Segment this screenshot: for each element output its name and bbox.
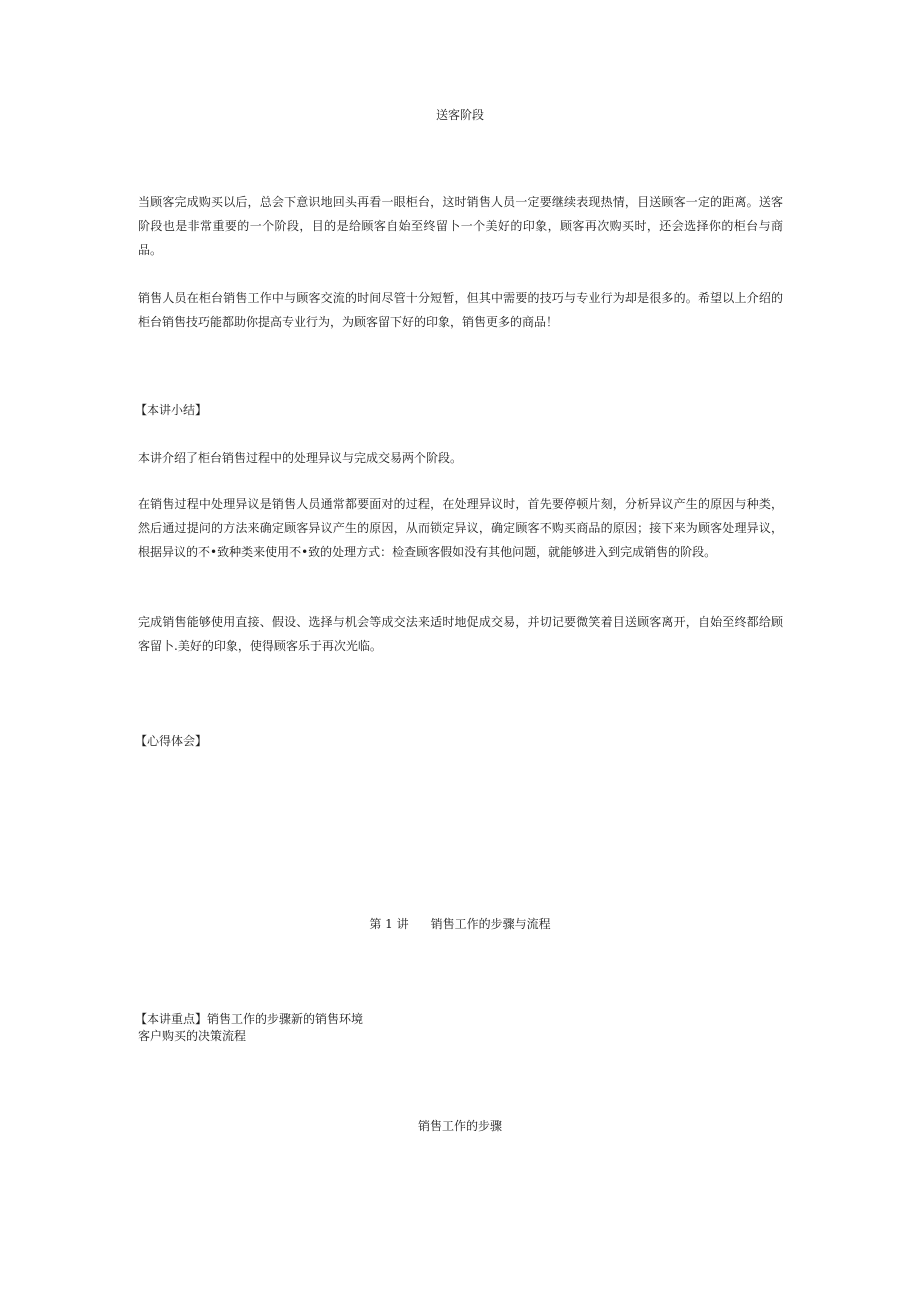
key-points-line-1: 【本讲重点】销售工作的步骤新的销售环境	[135, 1012, 364, 1026]
paragraph-conclusion: 销售人员在柜台销售工作中与顾客交流的时间尽管十分短暂，但其中需要的技巧与专业行为却是很多的。希望以上介绍的柜台销售技巧能都助你提高专业行为，为顾客留下好的印象，销售更多的商品！	[138, 291, 783, 329]
key-points-line-2: 客户购买的决策流程	[138, 1029, 247, 1043]
summary-paragraph-objections: 在销售过程中处理异议是销售人员通常都要面对的过程，在处理异议时，首先要停顿片刻，分析异议产生的原因与种类，然后通过提问的方法来确定顾客异议产生的原因，从而锁定异议，确定顾客不购买商品的原因；接下来为顾客处理异议，根据异议的不•致种类来使用不•致的处理方式：检查顾客假如没有其他问题，就能够进入到完成销售的阶段。	[138, 497, 783, 559]
lecture-name: 销售工作的步骤与流程	[430, 917, 551, 931]
paragraph-send-off: 当顾客完成购买以后，总会下意识地回头再看一眼柜台，这时销售人员一定要继续表现热情，目送顾客一定的距离。送客阶段也是非常重要的一个阶段，目的是给顾客自始至终留卜一个美好的印象，顾客再次购买时，还会选择你的柜台与商品。	[138, 195, 783, 257]
subheading-sales-steps: 销售工作的步骤	[417, 1119, 502, 1133]
section-title: 送客阶段	[435, 108, 484, 122]
lecture-number: 第 1 讲	[369, 917, 409, 931]
summary-paragraph-closing: 完成销售能够使用直接、假设、选择与机会等成交法来适时地促成交易，并切记要微笑着目送顾客离开，自始至终都给顾客留卜.美好的印象，使得顾客乐于再次光临。	[138, 615, 783, 653]
summary-paragraph-intro: 本讲介绍了柜台销售过程中的处理异议与完成交易两个阶段。	[138, 451, 463, 465]
reflection-heading: 【心得体会】	[135, 734, 208, 748]
summary-heading: 【本讲小结】	[135, 403, 208, 417]
lecture-title	[0, 912, 920, 936]
